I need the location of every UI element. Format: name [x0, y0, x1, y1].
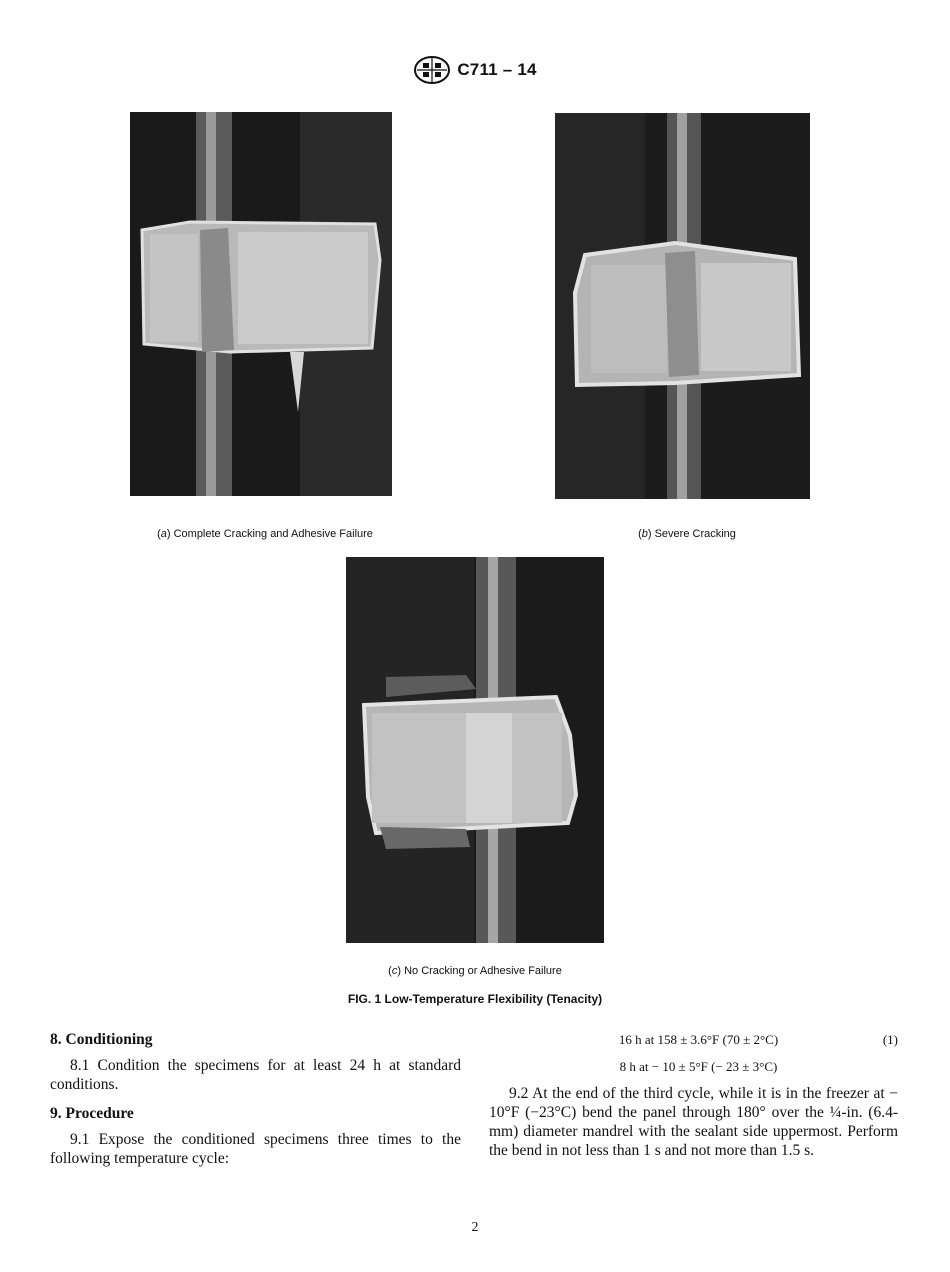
paragraph-9-2: 9.2 At the end of the third cycle, while it is in the freezer at − 10°F (−23°C) bend the panel through 180° over the ¼-in. (6.4-mm) diameter mandrel with the sealant side uppermost. Perform the bend in not less than 1 s and not more than 1.5 s. — [489, 1085, 898, 1159]
document-id: C711 – 14 — [457, 60, 537, 79]
figure-c-caption: (c) No Cracking or Adhesive Failure — [388, 965, 562, 977]
astm-logo-icon — [413, 55, 451, 85]
figure-a-caption: (a) Complete Cracking and Adhesive Failure — [157, 528, 373, 540]
page-header — [0, 54, 950, 86]
left-column — [50, 1030, 461, 1178]
equation-2 — [489, 1057, 898, 1076]
figure-b-caption: (b) Severe Cracking — [638, 528, 736, 540]
equation-2-text: 8 h at − 10 ± 5°F (− 23 ± 3°C) — [619, 1059, 778, 1074]
equation-1 — [489, 1030, 898, 1049]
equation-1-number: (1) — [882, 1032, 898, 1047]
photo-c-specimen — [346, 557, 604, 943]
paragraph-8-1: 8.1 Condition the specimens for at least 24 h at standard conditions. — [50, 1057, 461, 1093]
right-column — [489, 1030, 898, 1170]
photo-a-specimen — [130, 112, 392, 496]
photo-b-specimen — [555, 113, 810, 499]
paragraph-9-1: 9.1 Expose the conditioned specimens three times to the following temperature cycle: — [50, 1131, 461, 1167]
section-8-heading: 8. Conditioning — [50, 1031, 153, 1048]
equation-1-text: 16 h at 158 ± 3.6°F (70 ± 2°C) — [618, 1032, 779, 1047]
page-number: 2 — [471, 1220, 479, 1235]
figure-title: FIG. 1 Low-Temperature Flexibility (Tenacity) — [347, 992, 603, 1006]
section-9-heading: 9. Procedure — [50, 1105, 134, 1122]
